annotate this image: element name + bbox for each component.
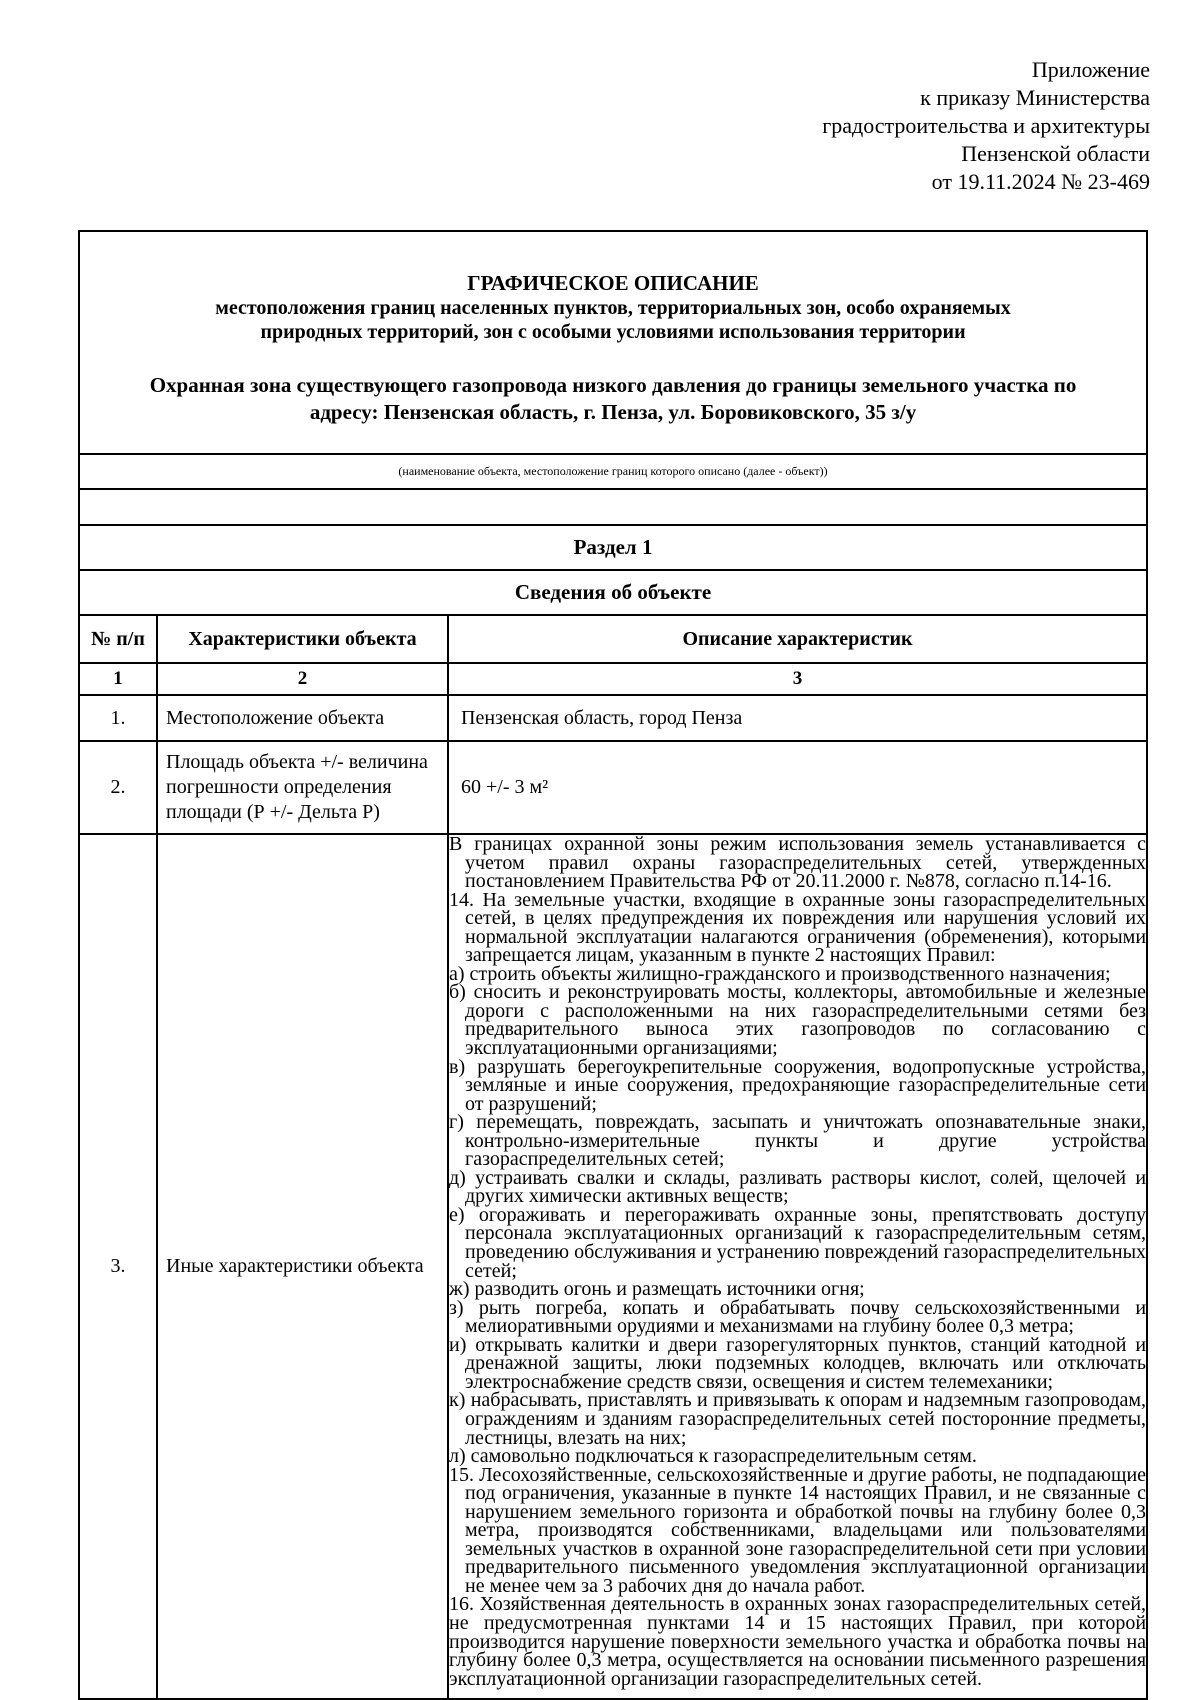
- rules-paragraph: г) перемещать, повреждать, засыпать и уничтожать опознавательные знаки, контрольно-измерительные пункты и другие устройства газораспределительных сетей;: [449, 1111, 1147, 1171]
- graphic-description-table: [78, 230, 1148, 1700]
- object-name-line-2: адресу: Пензенская область, г. Пенза, ул. Боровиковского, 35 з/у: [309, 400, 917, 424]
- table-row: [79, 695, 1147, 741]
- row-characteristic: Иные характеристики объекта: [157, 834, 448, 1699]
- appendix-line: Пензенской области: [961, 141, 1150, 166]
- rules-paragraph: 14. На земельные участки, входящие в охранные зоны газораспределительных сетей, в целях предупреждения их повреждения или нарушения условий их нормальной эксплуатации налагаются ограничения (обременения), которыми запрещается лицам, указанным в пункте 2 настоящих Правил:: [449, 888, 1147, 967]
- column-number: 1: [79, 663, 157, 695]
- rules-paragraph: ж) разводить огонь и размещать источники огня;: [449, 1278, 865, 1301]
- row-number: 1.: [79, 695, 157, 741]
- column-header-number: № п/п: [79, 615, 157, 663]
- object-name-note: (наименование объекта, местоположение границ которого описано (далее - объект)): [79, 454, 1147, 489]
- rules-paragraph: 16. Хозяйственная деятельность в охранных зонах газораспределительных сетей, не предусмотренная пунктами 14 и 15 настоящих Правил, при которой производится нарушение поверхности земельного участка и обработка почвы на глубину более 0,3 метра, осуществляется на основании письменного разрешения эксплуатационной организации газораспределительных сетей.: [449, 1593, 1147, 1690]
- rules-paragraph: д) устраивать свалки и склады, разливать растворы кислот, солей, щелочей и других химически активных веществ;: [449, 1166, 1147, 1208]
- appendix-date-number: от 19.11.2024 № 23-469: [931, 169, 1150, 194]
- spacer-row: [79, 489, 1147, 525]
- rules-paragraph: 15. Лесохозяйственные, сельскохозяйственные и другие работы, не подпадающие под ограничения, указанные в пункте 14 настоящих Правил, и не связанные с нарушением земельного горизонта и обработкой почвы на глубину более 0,3 метра, производятся собственниками, владельцами или пользователями земельных участков в охранной зоне газораспределительной сети при условии предварительного письменного уведомления эксплуатационной организации не менее чем за 3 рабочих дня до начала работ.: [449, 1463, 1147, 1597]
- object-name-line-1: Охранная зона существующего газопровода низкого давления до границы земельного участка по: [149, 373, 1077, 397]
- header-cell: [79, 231, 1147, 454]
- rules-paragraph: в) разрушать берегоукрепительные сооружения, водопропускные устройства, земляные и иные сооружения, предохраняющие газораспределительные сети от разрушений;: [449, 1055, 1147, 1115]
- appendix-line: градостроительства и архитектуры: [822, 113, 1150, 138]
- column-number: 2: [157, 663, 448, 695]
- section-subtitle: Сведения об объекте: [79, 570, 1147, 615]
- rules-paragraph: и) открывать калитки и двери газорегуляторных пунктов, станций катодной и дренажной защиты, люки подземных колодцев, включать или отключать электроснабжение средств связи, освещения и систем телемеханики;: [449, 1333, 1147, 1393]
- column-header-description: Описание характеристик: [448, 615, 1147, 663]
- row-number: 3.: [79, 834, 157, 1699]
- rules-paragraph: з) рыть погреба, копать и обрабатывать почву сельскохозяйственными и мелиоративными орудиями и механизмами на глубину более 0,3 метра;: [449, 1296, 1147, 1338]
- object-name: [90, 372, 1136, 426]
- document-subtitle-line-1: местоположения границ населенных пунктов, территориальных зон, особо охраняемых: [215, 297, 1011, 319]
- document-subtitle-line-2: природных территорий, зон с особыми условиями использования территории: [260, 321, 966, 343]
- column-number: 3: [448, 663, 1147, 695]
- table-row: [79, 741, 1147, 834]
- column-header-row: [79, 615, 1147, 663]
- appendix-line: Приложение: [1031, 57, 1150, 82]
- rules-paragraph: б) сносить и реконструировать мосты, коллекторы, автомобильные и железные дороги с расположенными на них газораспределительными сетями без предварительного выноса этих газопроводов по согласованию с эксплуатационными организациями;: [449, 981, 1147, 1060]
- protection-zone-rules: [448, 834, 1147, 1699]
- column-header-characteristics: Характеристики объекта: [157, 615, 448, 663]
- document-title: ГРАФИЧЕСКОЕ ОПИСАНИЕ: [467, 271, 759, 295]
- appendix-block: [822, 56, 1150, 196]
- row-description: Пензенская область, город Пенза: [448, 695, 1147, 741]
- section-title: Раздел 1: [79, 525, 1147, 570]
- row-characteristic: Местоположение объекта: [157, 695, 448, 741]
- rules-paragraph: В границах охранной зоны режим использования земель устанавливается с учетом правил охраны газораспределительных сетей, утвержденных постановлением Правительства РФ от 20.11.2000 г. №878, согласно п.14-16.: [449, 833, 1147, 893]
- rules-paragraph: к) набрасывать, приставлять и привязывать к опорам и надземным газопроводам, ограждениям и зданиям газораспределительных сетей посторонние предметы, лестницы, влезать на них;: [449, 1389, 1147, 1449]
- appendix-line: к приказу Министерства: [920, 85, 1150, 110]
- rules-paragraph: е) огораживать и перегораживать охранные зоны, препятствовать доступу персонала эксплуатационных организаций к газораспределительным сетям, проведению обслуживания и устранению повреждений газораспределительных сетей;: [449, 1203, 1147, 1282]
- rules-paragraph: а) строить объекты жилищно-гражданского и производственного назначения;: [449, 962, 1111, 985]
- row-number: 2.: [79, 741, 157, 834]
- rules-paragraph: л) самовольно подключаться к газораспределительным сетям.: [449, 1445, 977, 1468]
- column-number-row: [79, 663, 1147, 695]
- row-characteristic: Площадь объекта +/- величина погрешности определения площади (Р +/- Дельта Р): [157, 741, 448, 834]
- row-description: 60 +/- 3 м²: [448, 741, 1147, 834]
- table-row: [79, 834, 1147, 1699]
